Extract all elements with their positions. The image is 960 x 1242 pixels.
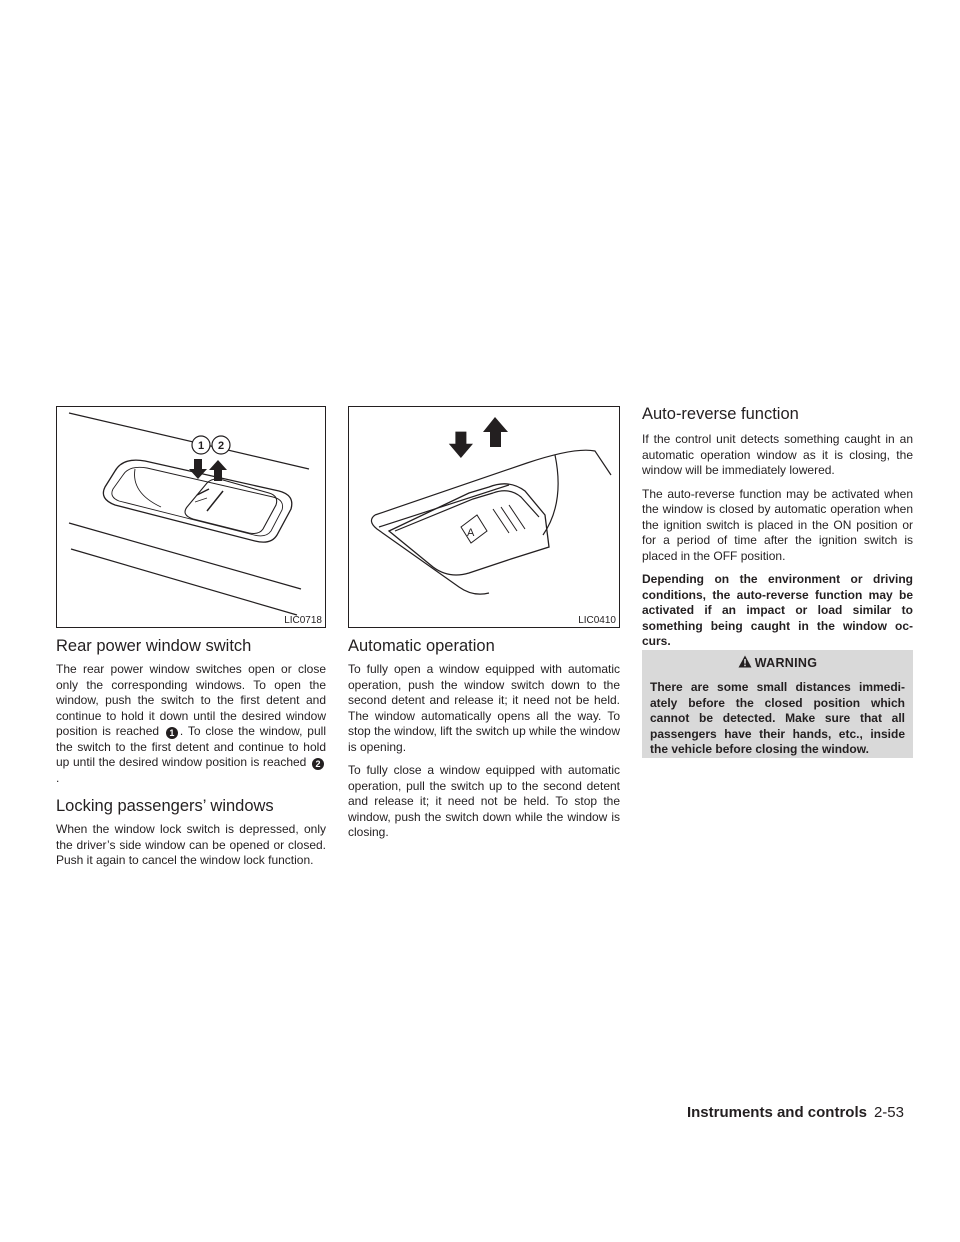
warning-triangle-icon: [738, 655, 752, 668]
left-column: [56, 636, 326, 869]
locking-text: When the window lock switch is depressed, only the driver’s side window can be opened or closed. Push it again to cancel the window lock function.: [56, 822, 326, 867]
callout-2-icon: 2: [312, 758, 324, 770]
figure-callout-2: 2: [217, 440, 225, 452]
automatic-switch-illustration: [349, 407, 619, 627]
auto-reverse-para2: The auto-reverse function may be activated when the window is closed by automatic operation when the ignition switch is placed in the ON position or for a period of time after the ignition switch is placed in the OFF position.: [642, 486, 913, 563]
right-column: [642, 404, 913, 650]
auto-reverse-para3: Depending on the environment or driving conditions, the auto-reverse function may be activated if an impact or load similar to something being caught in the window oc- curs.: [642, 572, 913, 648]
auto-reverse-para1: If the control unit detects something caught in an automatic operation window as it is closing, the window will be immediately lowered.: [642, 432, 913, 477]
middle-column: [348, 636, 620, 841]
page-number: 2-53: [873, 1104, 904, 1121]
warning-title: WARNING: [754, 656, 818, 670]
rear-switch-heading: Rear power window switch: [56, 637, 252, 655]
automatic-heading: Automatic operation: [348, 637, 495, 655]
rear-window-switch-illustration: [57, 407, 325, 627]
automatic-para1: To fully open a window equipped with automatic operation, push the window switch down to the second detent and release it; it need not be held. The window automatically opens all the way. To stop the window, lift the switch up while the window is opening.: [348, 662, 620, 754]
rear-switch-text-part3: .: [56, 770, 60, 785]
figure-callout-1: 1: [197, 440, 205, 452]
warning-text: There are some small distances immedi- ately before the closed position which cannot be detected. Make sure that all passengers have their hands, etc., inside the vehicle before closing the window.: [650, 680, 905, 756]
footer-section-title: Instruments and controls: [686, 1104, 867, 1121]
warning-header: [642, 650, 913, 675]
locking-heading: Locking passengers’ windows: [56, 797, 274, 815]
callout-1-icon: 1: [166, 727, 178, 739]
warning-box: [642, 650, 913, 758]
svg-text:A: A: [467, 527, 475, 539]
automatic-operation-figure: [348, 406, 620, 628]
rear-switch-text-part1: The rear power window switches open or close only the corresponding windows. To open the window, push the switch to the first detent and continue to hold it down until the desired window position is reached: [56, 662, 326, 738]
rear-window-switch-figure: [56, 406, 326, 628]
automatic-para2: To fully close a window equipped with automatic operation, pull the switch up to the second detent and release it; it need not be held. To stop the window, push the switch down while the window is closing.: [348, 763, 620, 839]
figure-code: LIC0718: [284, 615, 322, 626]
figure-code: LIC0410: [578, 615, 616, 626]
page-footer: [687, 1104, 904, 1121]
rear-switch-text: [56, 662, 326, 786]
rear-switch-text-part2: . To close the window, pull the switch to the first detent and continue to hold up until the desired window position is reached: [56, 724, 326, 769]
auto-reverse-heading: Auto-reverse function: [642, 405, 799, 423]
